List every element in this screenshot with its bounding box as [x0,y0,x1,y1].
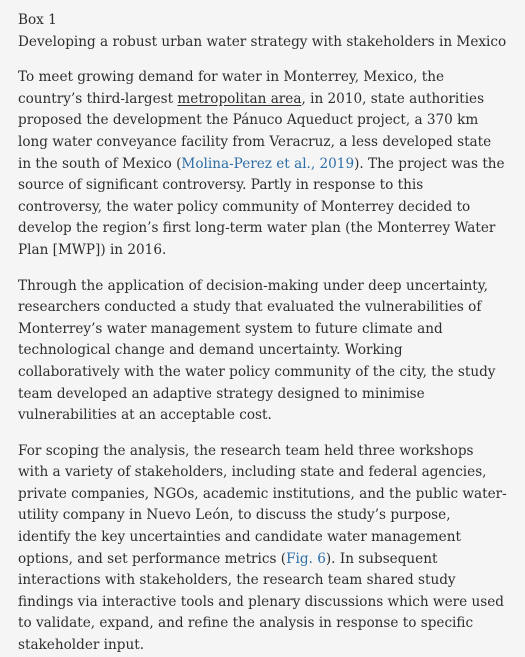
fig-6-reference-link[interactable]: Fig. 6 [286,550,326,567]
paragraph-1-text-b: , in 2010, state authorities proposed the development the Pánuco Aqueduct project, a 370 km long water conveyance facility from Veracruz, a less developed state in the south of Mexico ( [18,90,492,172]
molina-perez-reference-link[interactable]: Molina-Perez et al., 2019 [181,155,355,172]
paragraph-1-text-c: ). The project was the source of significant controversy. Partly in response to this controversy, the water policy community of Monterrey decided to develop the region’s first long-term water plan (the Monterrey Water Plan [MWP]) in 2016. [18,155,505,258]
paragraph-3-text-b: ). In subsequent interactions with stakeholders, the research team shared study findings via interactive tools and plenary discussions which were used to validate, expand, and refine the analysis in response to specific stakeholder input. [18,550,504,654]
box-title: Developing a robust urban water strategy with stakeholders in Mexico [18,33,507,50]
paragraph-2: Through the application of decision-making under deep uncertainty, researchers conducted a study that evaluated the vulnerabilities of Monterrey’s water management system to future climate and technological change and demand uncertainty. Working collaboratively with the water policy community of the city, the study team developed an adaptive strategy designed to minimise vulnerabilities at an acceptable cost. [18,277,496,424]
paragraph-3-text-a: For scoping the analysis, the research team held three workshops with a variety of stakeholders, including state and federal agencies, private companies, NGOs, academic institutions, and the public water-utility company in Nuevo León, to discuss the study’s purpose, identify the key uncertainties and candidate water management options, and set performance metrics ( [18,442,507,567]
paragraph-3 [18,441,507,657]
paragraph-1-text-a: To meet growing demand for water in Monterrey, Mexico, the country’s third-largest [18,69,445,107]
box-label: Box 1 [18,12,57,28]
paragraph-1 [18,67,507,261]
metropolitan-area-term-link[interactable]: metropolitan area [177,90,302,107]
